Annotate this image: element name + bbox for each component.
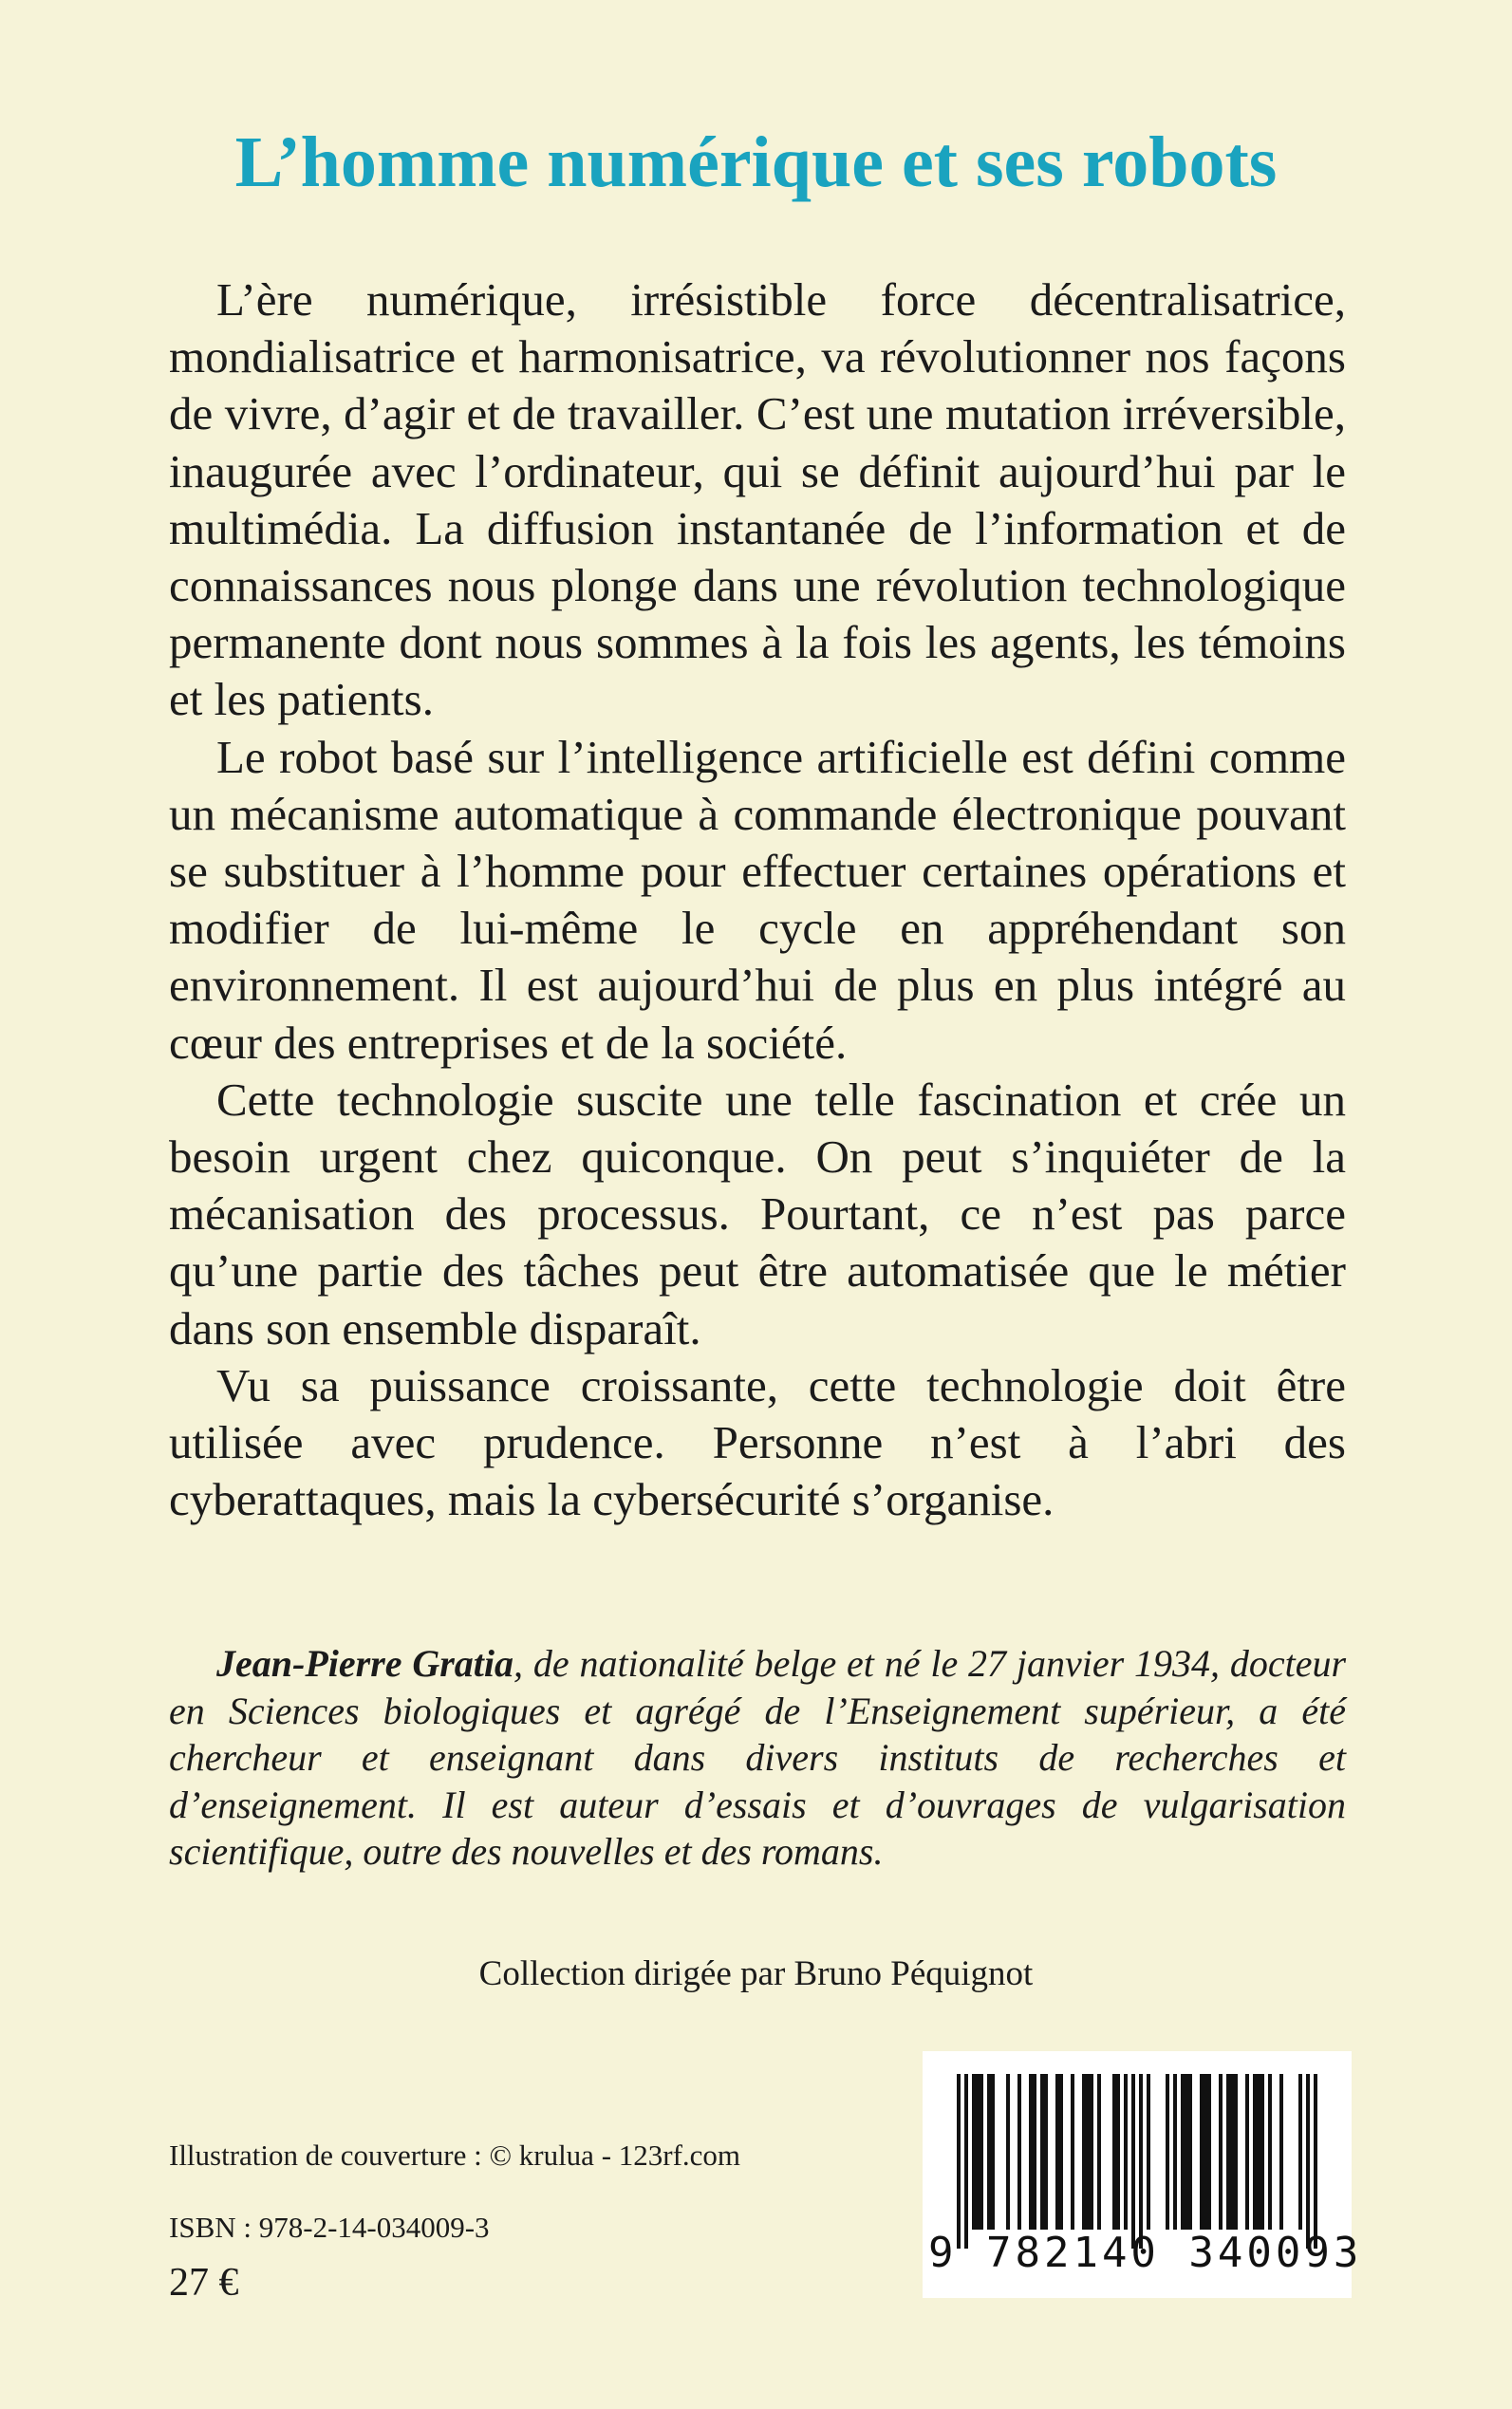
barcode-bar <box>1116 2074 1120 2230</box>
isbn: ISBN : 978-2-14-034009-3 <box>169 2211 490 2244</box>
barcode-bar <box>964 2074 968 2249</box>
barcode-bar <box>1268 2074 1272 2230</box>
barcode-bar <box>1298 2074 1302 2230</box>
author-bio <box>169 1640 1346 1876</box>
barcode-bar <box>1006 2074 1010 2230</box>
barcode-bar <box>1257 2074 1260 2230</box>
barcode-bar <box>1226 2074 1230 2230</box>
barcode-bar <box>1204 2074 1207 2230</box>
barcode-digits: 9 782140 340093 <box>928 2229 1363 2277</box>
barcode-bar <box>976 2074 980 2230</box>
barcode-bar <box>1097 2074 1101 2230</box>
barcode-bar <box>1185 2074 1188 2230</box>
barcode-bar <box>1245 2074 1249 2230</box>
barcode-bar <box>991 2074 995 2230</box>
barcode-bar <box>1029 2074 1033 2230</box>
barcode-bar <box>1139 2074 1143 2249</box>
blurb-paragraph: Cette technologie suscite une telle fascination et crée un besoin urgent chez quiconque. On peut s’inquiéter de la mécanisation des processus. Pourtant, ce n’est pas parce qu’une partie des tâches peut être automatisée que le métier dans son ensemble disparaît. <box>169 1073 1346 1354</box>
barcode-bar <box>1090 2074 1093 2230</box>
barcode-bar <box>957 2074 961 2249</box>
barcode-bar <box>1314 2074 1317 2249</box>
barcode-bar <box>1017 2074 1021 2230</box>
barcode-bar <box>1200 2074 1204 2230</box>
price: 27 € <box>169 2261 239 2305</box>
barcode-bar <box>1086 2074 1090 2230</box>
barcode-bar <box>1173 2074 1177 2230</box>
barcode-bar <box>1234 2074 1238 2230</box>
illustration-credit: Illustration de couverture : © krulua - 123rf.com <box>169 2138 741 2172</box>
barcode-bar <box>1082 2074 1086 2230</box>
barcode-bar <box>1059 2074 1063 2230</box>
barcode-bar <box>1033 2074 1036 2230</box>
barcode-bar <box>1279 2074 1283 2230</box>
barcode-bar <box>972 2074 976 2230</box>
barcode-bar <box>1166 2074 1169 2230</box>
blurb <box>169 271 1346 1528</box>
barcode-bar <box>1253 2074 1257 2230</box>
barcode-bar <box>1040 2074 1044 2230</box>
blurb-paragraph: Vu sa puissance croissante, cette technologie doit être utilisée avec prudence. Personne n’est à l’abri des cyberattaques, mais la cybersécurité s’organise. <box>169 1358 1346 1526</box>
barcode-bar <box>1230 2074 1234 2230</box>
barcode-bar <box>1131 2074 1135 2249</box>
barcode-bar <box>1181 2074 1185 2230</box>
barcode-bar <box>1207 2074 1211 2230</box>
book-title: L’homme numérique et ses robots <box>234 122 1278 202</box>
collection-director: Collection dirigée par Bruno Péquignot <box>478 1954 1034 1993</box>
barcode-bar <box>1112 2074 1116 2230</box>
barcode-bar <box>1306 2074 1310 2249</box>
barcode-bar <box>1044 2074 1048 2230</box>
author-name: Jean-Pierre Gratia <box>216 1642 514 1685</box>
blurb-paragraph: L’ère numérique, irrésistible force décentralisatrice, mondialisatrice et harmonisatrice, va révolutionner nos façons de vivre, d’agir et de travailler. C’est une mutation irréversible, inaugurée avec l’ordinateur, qui se définit aujourd’hui par le multimédia. La diffusion instantanée de l’information et de connaissances nous plonge dans une révolution technologique permanente dont nous sommes à la fois les agents, les témoins et les patients. <box>169 273 1346 726</box>
barcode-bar <box>980 2074 983 2230</box>
barcode-bar <box>1219 2074 1223 2230</box>
barcode-bar <box>987 2074 991 2230</box>
barcode-bar <box>1055 2074 1059 2230</box>
barcode-bar <box>1071 2074 1074 2230</box>
barcode-bar <box>1124 2074 1128 2230</box>
barcode <box>923 2051 1363 2298</box>
barcode-bar <box>1188 2074 1192 2230</box>
barcode-bar <box>1147 2074 1150 2230</box>
blurb-paragraph: Le robot basé sur l’intelligence artificielle est défini comme un mécanisme automatique à commande électronique pouvant se substituer à l’homme pour effectuer certaines opérations et modifier de lui-même le cycle en appréhendant son environnement. Il est aujourd’hui de plus en plus intégré au cœur des entreprises et de la société. <box>169 730 1346 1069</box>
barcode-bar <box>1260 2074 1264 2230</box>
author-bio-text: , de nationalité belge et né le 27 janvier 1934, docteur en Sciences biologiques et agrégé de l’Enseignement supérieur, a été chercheur et enseignant dans divers instituts de recherches et d’enseignement. Il est auteur d’essais et d’ouvrages de vulgarisation scientifique, outre des nouvelles et des romans. <box>169 1642 1347 1874</box>
